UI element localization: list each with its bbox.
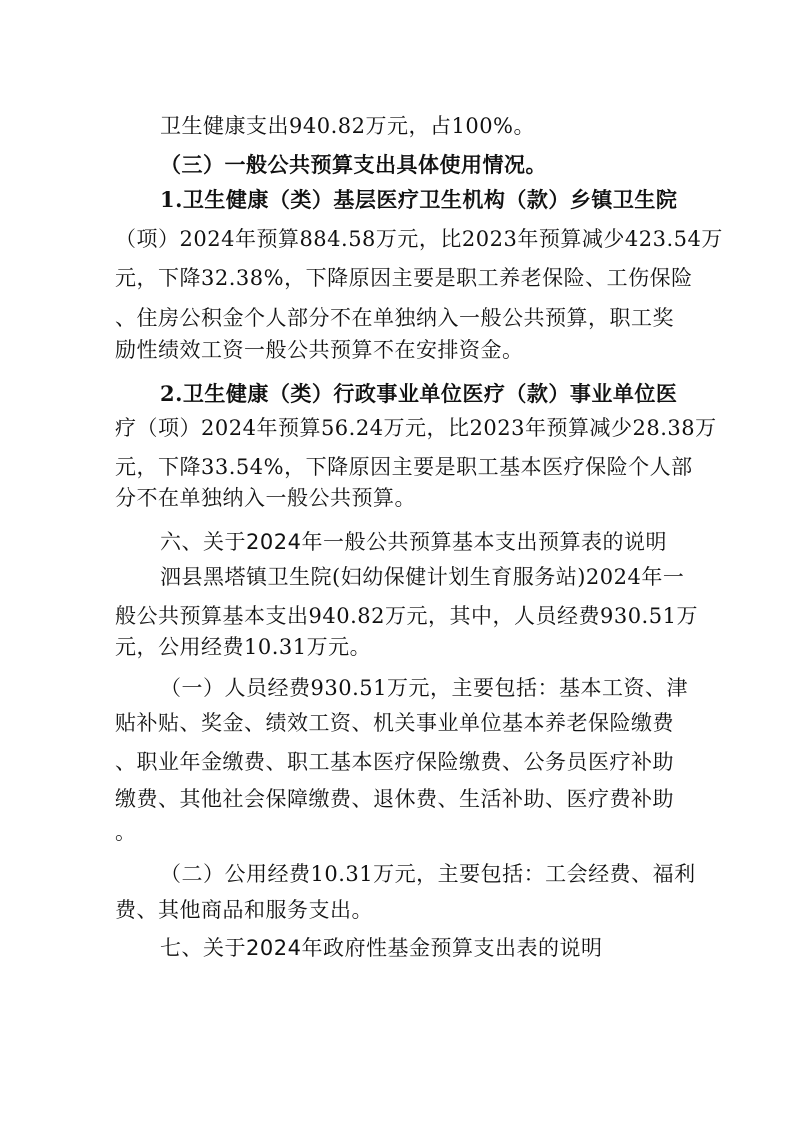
text-line: 元，公用经费10.31万元。: [115, 635, 372, 659]
section-heading: 六、关于2024年一般公共预算基本支出预算表的说明: [160, 530, 667, 554]
text-line: 元，下降32.38%，下降原因主要是职工养老保险、工伤保险: [115, 266, 693, 290]
item-heading: 2.卫生健康（类）行政事业单位医疗（款）事业单位医: [160, 381, 678, 406]
text-line: 泗县黑塔镇卫生院(妇幼保健计划生育服务站)2024年一: [160, 565, 685, 589]
text-line: 元，下降33.54%，下降原因主要是职工基本医疗保险个人部: [115, 455, 693, 479]
text-line: 、住房公积金个人部分不在单独纳入一般公共预算，职工奖: [115, 306, 674, 330]
text-line: 般公共预算基本支出940.82万元，其中，人员经费930.51万: [115, 604, 698, 628]
section-heading: （三）一般公共预算支出具体使用情况。: [160, 152, 547, 177]
section-heading: 七、关于2024年政府性基金预算支出表的说明: [160, 936, 603, 960]
text-line: （二）公用经费10.31万元，主要包括：工会经费、福利: [160, 862, 696, 886]
text-line: 费、其他商品和服务支出。: [115, 898, 373, 922]
text-line: 。: [115, 820, 137, 844]
text-line: 分不在单独纳入一般公共预算。: [115, 486, 416, 510]
text-line: 疗（项）2024年预算56.24万元，比2023年预算减少28.38万: [115, 416, 717, 440]
text-line: 缴费、其他社会保障缴费、退休费、生活补助、医疗费补助: [115, 787, 674, 811]
text-line: 卫生健康支出940.82万元，占100%。: [160, 114, 536, 138]
text-line: 励性绩效工资一般公共预算不在安排资金。: [115, 338, 524, 362]
text-line: （项）2024年预算884.58万元，比2023年预算减少423.54万: [115, 227, 723, 251]
text-line: 、职业年金缴费、职工基本医疗保险缴费、公务员医疗补助: [115, 750, 674, 774]
item-heading: 1.卫生健康（类）基层医疗卫生机构（款）乡镇卫生院: [160, 187, 678, 212]
text-line: （一）人员经费930.51万元，主要包括：基本工资、津: [160, 676, 688, 700]
text-line: 贴补贴、奖金、绩效工资、机关事业单位基本养老保险缴费: [115, 711, 674, 735]
